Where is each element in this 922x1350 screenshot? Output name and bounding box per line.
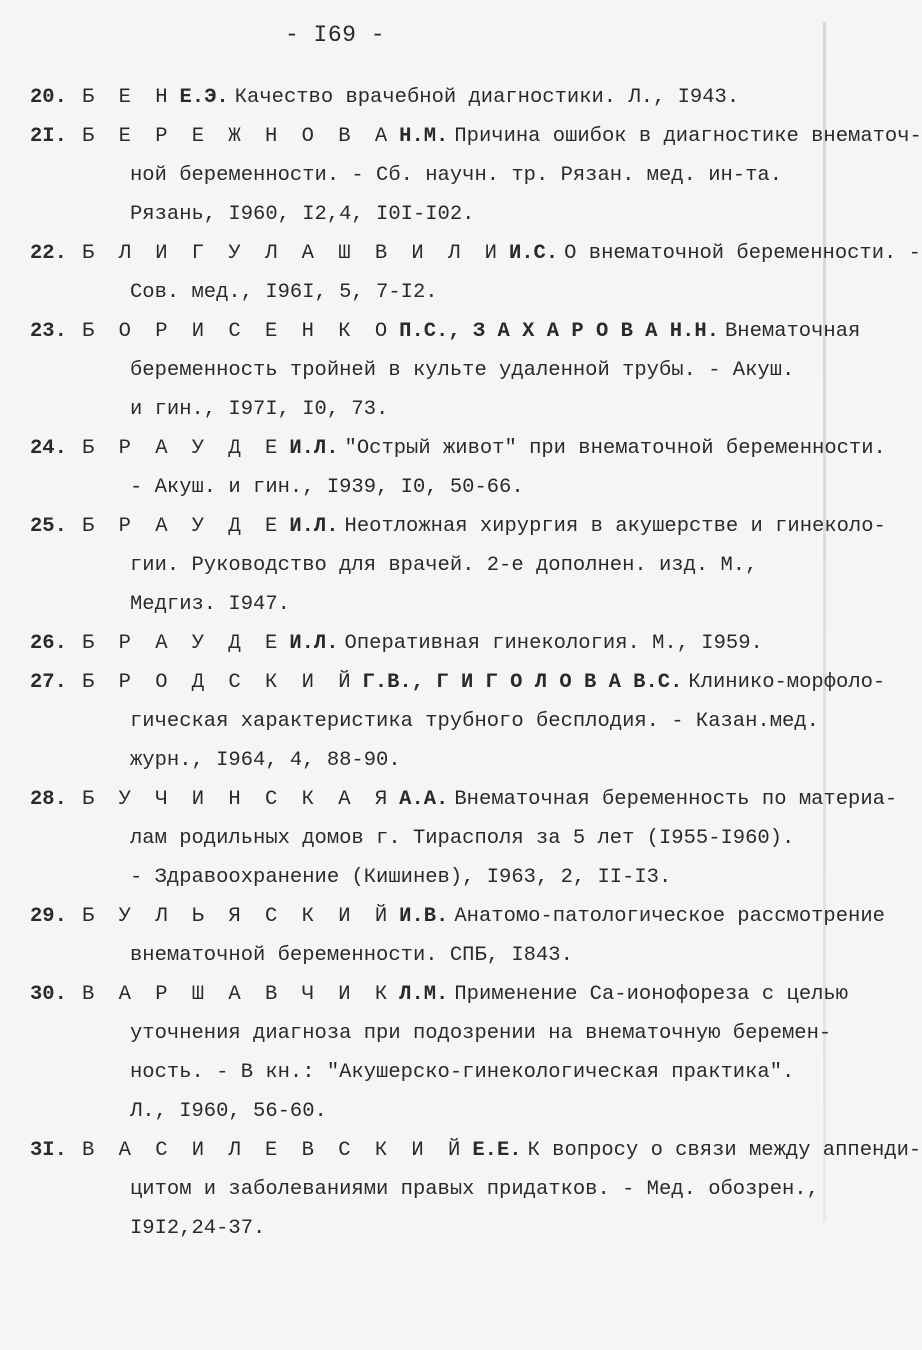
- entry-continuation-line: - Здравоохранение (Кишинев), I963, 2, II-I3.: [130, 866, 672, 889]
- entry-continuation-line: журн., I964, 4, 88-90.: [130, 749, 401, 772]
- entry-number: 23.: [30, 320, 67, 343]
- entry-author: В А С И Л Е В С К И Й: [82, 1139, 467, 1162]
- entry-initials: И.С.: [508, 242, 559, 265]
- entry-first-line: [30, 78, 820, 117]
- bibliography-entry: [30, 234, 921, 312]
- entry-continuation-line: Л., I960, 56-60.: [130, 1100, 327, 1123]
- bibliography-entry: [30, 780, 898, 897]
- entry-text: Внематочная: [725, 320, 861, 343]
- entry-continuation-line: гии. Руководство для врачей. 2-е дополнен. изд. М.,: [130, 554, 758, 577]
- entry-continuation-line: Рязань, I960, I2,4, I0I-I02.: [130, 203, 475, 226]
- entry-first-line: [30, 234, 921, 273]
- entry-initials: Л.М.: [399, 983, 449, 1006]
- entry-continuation-line: беременность тройней в культе удаленной трубы. - Акуш.: [130, 359, 795, 382]
- bibliography-list: [30, 78, 922, 1248]
- entry-initials: Е.Э.: [179, 86, 229, 109]
- entry-author: Б У Л Ь Я С К И Й: [82, 905, 394, 928]
- entry-first-line: [30, 780, 898, 819]
- entry-author: В А Р Ш А В Ч И К: [82, 983, 394, 1006]
- entry-number: 24.: [30, 437, 67, 460]
- entry-continuation-line: Медгиз. I947.: [130, 593, 290, 616]
- entry-first-line: [30, 1131, 922, 1170]
- entry-number: 20.: [30, 86, 67, 109]
- entry-initials: А.А.: [399, 788, 449, 811]
- entry-number: 27.: [30, 671, 67, 694]
- bibliography-entry: [30, 663, 886, 780]
- entry-continuation-line: и гин., I97I, I0, 73.: [130, 398, 389, 421]
- entry-initials: И.Л.: [289, 515, 339, 538]
- entry-text: Причина ошибок в диагностике внематоч-: [454, 125, 922, 148]
- entry-initials: П.С., З А Х А Р О В А Н.Н.: [399, 320, 719, 343]
- entry-first-line: [30, 975, 849, 1014]
- entry-continuation-line: I9I2,24-37.: [130, 1217, 266, 1240]
- entry-first-line: [30, 429, 886, 468]
- entry-first-line: [30, 117, 922, 156]
- entry-first-line: [30, 897, 885, 936]
- entry-text: Внематочная беременность по материа-: [454, 788, 898, 811]
- entry-first-line: [30, 624, 820, 663]
- entry-author: Б Р А У Д Е: [82, 632, 284, 655]
- bibliography-entry: [30, 117, 922, 234]
- entry-number: 22.: [30, 242, 67, 265]
- entry-text: "Острый живот" при внематочной беременности.: [344, 437, 886, 460]
- entry-number: 3I.: [30, 1139, 67, 1162]
- bibliography-entry: [30, 975, 849, 1131]
- entry-author: Б Р А У Д Е: [82, 437, 284, 460]
- entry-text: Неотложная хирургия в акушерстве и гинеколо-: [344, 515, 886, 538]
- entry-continuation-line: гическая характеристика трубного бесплодия. - Казан.мед.: [130, 710, 819, 733]
- entry-text: Качество врачебной диагностики. Л., I943.: [234, 86, 740, 109]
- entry-continuation-line: ность. - В кн.: "Акушерско-гинекологическая практика".: [130, 1061, 795, 1084]
- bibliography-entry: [30, 624, 820, 663]
- bibliography-entry: [30, 429, 886, 507]
- entry-number: 28.: [30, 788, 67, 811]
- entry-initials: Н.М.: [399, 125, 449, 148]
- entry-number: 2I.: [30, 125, 67, 148]
- entry-initials: И.Л.: [289, 437, 339, 460]
- entry-first-line: [30, 312, 861, 351]
- entry-number: 29.: [30, 905, 67, 928]
- entry-number: 30.: [30, 983, 67, 1006]
- entry-continuation-line: внематочной беременности. СПБ, I843.: [130, 944, 573, 967]
- bibliography-entry: [30, 507, 886, 624]
- entry-continuation-line: Сов. мед., I96I, 5, 7-I2.: [130, 281, 438, 304]
- entry-continuation-line: уточнения диагноза при подозрении на внематочную беремен-: [130, 1022, 832, 1045]
- entry-number: 26.: [30, 632, 67, 655]
- entry-text: К вопросу о связи между аппенди-: [527, 1139, 922, 1162]
- entry-author: Б Р А У Д Е: [82, 515, 284, 538]
- page-number: - I69 -: [284, 22, 386, 48]
- entry-initials: Г.В., Г И Г О Л О В А В.С.: [362, 671, 683, 694]
- entry-text: Применение Са-ионофореза с целью: [454, 983, 849, 1006]
- entry-number: 25.: [30, 515, 67, 538]
- entry-author: Б Е Н: [82, 86, 174, 109]
- entry-continuation-line: лам родильных домов г. Тирасполя за 5 лет (I955-I960).: [130, 827, 795, 850]
- bibliography-entry: [30, 78, 820, 117]
- entry-first-line: [30, 507, 886, 546]
- entry-author: Б О Р И С Е Н К О: [82, 320, 394, 343]
- bibliography-entry: [30, 312, 861, 429]
- entry-author: Б Л И Г У Л А Ш В И Л И: [82, 242, 503, 265]
- entry-text: Оперативная гинекология. М., I959.: [344, 632, 763, 655]
- bibliography-entry: [30, 897, 885, 975]
- entry-initials: И.Л.: [289, 632, 339, 655]
- entry-text: Клинико-морфоло-: [688, 671, 886, 694]
- entry-continuation-line: - Акуш. и гин., I939, I0, 50-66.: [130, 476, 524, 499]
- bibliography-entry: [30, 1131, 922, 1248]
- entry-text: Анатомо-патологическое рассмотрение: [454, 905, 885, 928]
- entry-first-line: [30, 663, 886, 702]
- entry-initials: И.В.: [399, 905, 449, 928]
- entry-author: Б Е Р Е Ж Н О В А: [82, 125, 394, 148]
- entry-initials: Е.Е.: [472, 1139, 522, 1162]
- entry-continuation-line: цитом и заболеваниями правых придатков. - Мед. обозрен.,: [130, 1178, 819, 1201]
- entry-author: Б У Ч И Н С К А Я: [82, 788, 394, 811]
- entry-continuation-line: ной беременности. - Сб. научн. тр. Рязан. мед. ин-та.: [130, 164, 783, 187]
- entry-author: Б Р О Д С К И Й: [82, 671, 357, 694]
- entry-text: О внематочной беременности. -: [564, 242, 921, 265]
